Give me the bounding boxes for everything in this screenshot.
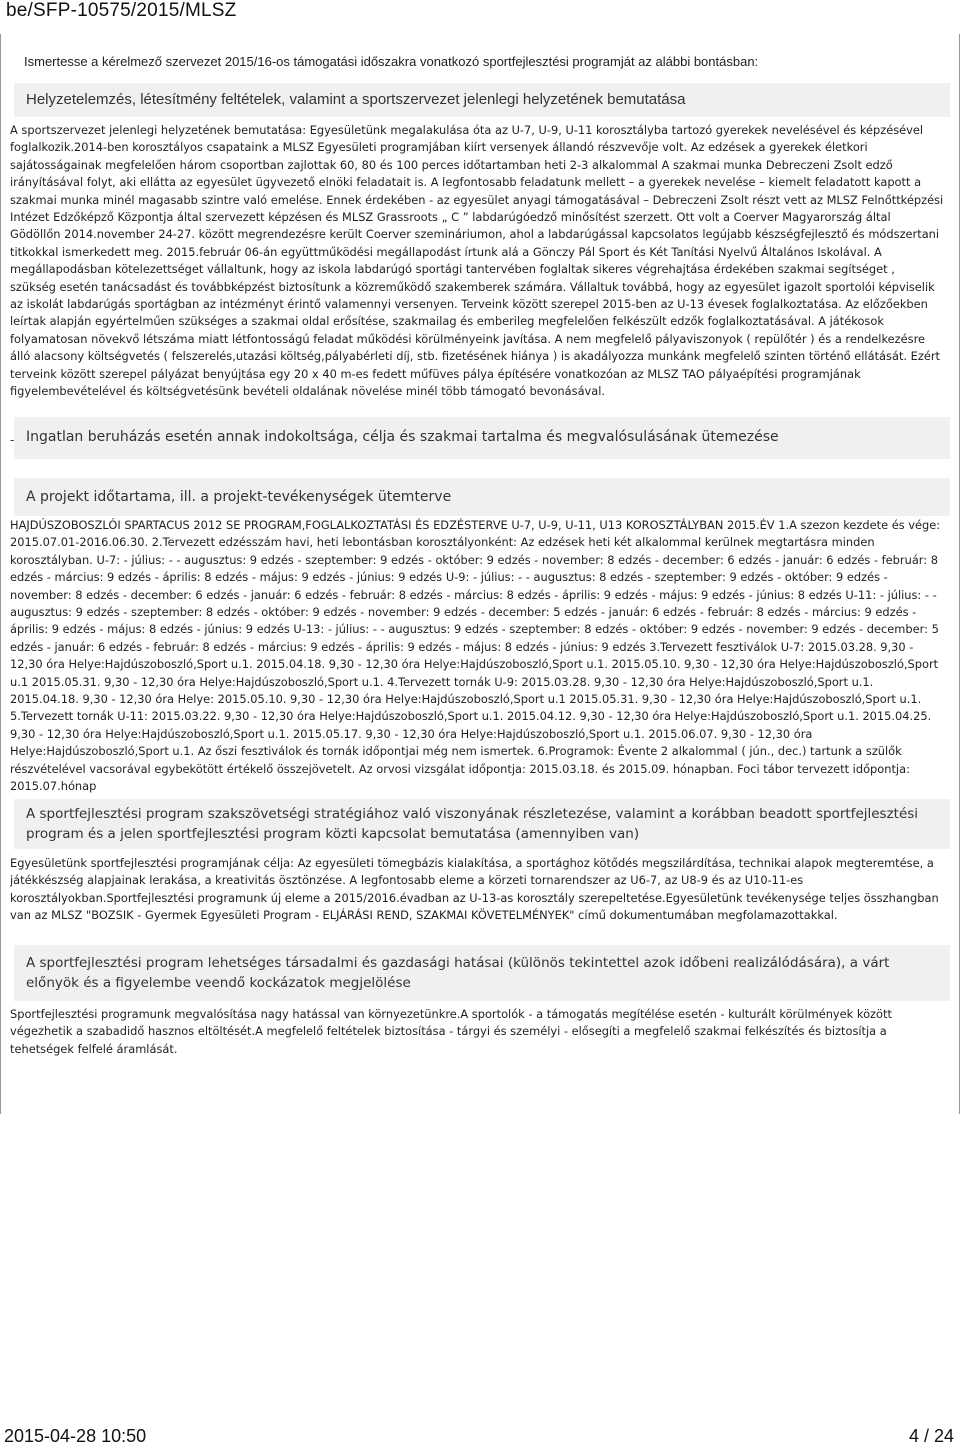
strategy-text: Egyesületünk sportfejlesztési programjának célja: Az egyesületi tömegbázis kialakítása, a sportághoz kötődés megszilárdítása, technikai alapok megteremtése, a játékkészség alapjainak lerakása, a kreativitás ösztönzése. A legfontosabb eleme a körzeti tornarendszer az U6-7, az U8-9 és az U10-11-es korosztályokban.Sportfejlesztési programunk új eleme a 2015/2016.évadban az U-13-as korosztály szerepeltetése.Egyesületünk tevékenysége teljes összhangban van az MLSZ "BOZSIK - Gyermek Egyesületi Program - ELJÁRÁSI REND, SZAKMAI KÖVETELMÉNYEK" című dokumentumában megfolamazottakkal. bbox=[10, 856, 939, 923]
situation-text: A sportszervezet jelenlegi helyzetének bemutatása: Egyesületünk megalakulása óta az U-7, U-9, U-11 korosztályba tartozó gyerekek nevelésével és képzésével foglalkozik.2014-ben korosztályos csapataink a MLSZ Egyesületi programjában kiírt versenyek állandó részvevője volt. Az edzések a gyerekek életkori sajátosságainak megfelelően három csoportban zajlottak 60, 80 és 100 perces időtartamban heti 2-3 alkalommal A szakmai munka Debreczeni Zsolt edző irányításával folyt, aki ellátta az egyesület ügyvezető elnöki feladatait is. A legfontosabb feladatunk mellett – a gyerekek nevelése – kiemelt feladatott kapott a szakmai munka minél magasabb szintre való emelése. Ennek érdekében - az egyesület anyagi támogatásával – Debreczeni Zsolt részt vett az MLSZ Felnőttképzési Intézet Edzőképző Központja által szervezett képzésen és MLSZ Grassroots „ C ” labdarúgóedző minősítést szerzett. Ott volt a Coerver Magyarország által Gödöllőn 2014.november 24-27. között megrendezésre került Coerver szemináriumon, ahol a labdarúgással kapcsolatos legújabb készségfejlesztő és módszertani titkokkal ismerkedett meg. 2015.február 06-án együttműködési megállapodást írtunk alá a Gönczy Pál Sport és Két Tanítási Nyelvű Általános Iskolával. A megállapodásban kötelezettséget vállaltunk, hogy az iskola labdarúgó sportági tantervében foglaltak sikeres végrehajtása érdekében szakmai segítséget , szükség esetén tanácsadást és továbbképzést biztosítunk a közreműködő szakemberek számára. Vállaltuk továbbá, hogy az egyesület igazolt sportolói képviselik az iskolát labdarúgás sportágban az intézményt érintő valamennyi versenyen. Terveink között szerepel 2015-ben az U-13 évesek foglalkoztatása. Az előzőekben leírtak alapján egyértelműen szükséges a szakmai oldal erősítése, szakmailag és emberileg megfelelően felkészült edzők foglalkoztatásával. A játékosok folyamatosan növekvő létszáma miatt létfontosságú feladat működési körülményeink javítása. A nem megfelelő pályaviszonyok ( repülőtér ) és a rendelkezésre álló alacsony költségvetés ( felszerelés,utazási költség,pályabérleti díj, stb. fizetésének hiánya ) is akadályozza munkánk megfelelő szinten történő ellátását. Ezért terveink között szerepel pályázat benyújtása egy 20 x 40 m-es fedett műfüves pálya építésére vonatkozóan az MLSZ TAO pályaépítési programjának figyelembevételével és költségvetésünk bevételi oldalának növelése minél több támogató bevonásával. bbox=[10, 123, 944, 399]
page-number: 4 / 24 bbox=[908, 1426, 954, 1446]
intro-text: Ismertesse a kérelmező szervezet 2015/16-os támogatási időszakra vonatkozó sportfejlesztési programját az alábbi bontásban: bbox=[24, 54, 759, 69]
impact-text: Sportfejlesztési programunk megvalósítása nagy hatással van környezetünkre.A sportolók - a támogatás megítélése esetén - kulturált körülmények között végezhetik a szabadidő hasznos eltöltését.A megfelelő feltételek biztosítása - tárgyi és személyi - elősegíti a megfelelő szakmai felkészítés és biztosítja a tehetségek felfelé áramlását. bbox=[10, 1007, 892, 1056]
strategy-section-title: A sportfejlesztési program szakszövetségi stratégiához való viszonyának részletezése, valamint a korábban beadott sportfejlesztési program és a jelen sportfejlesztési program közti kapcsolat bemutatása (amennyiben van) bbox=[14, 799, 950, 849]
situation-section-title: Helyzetelemzés, létesítmény feltételek, valamint a sportszervezet jelenlegi helyzetének bemutatása bbox=[14, 83, 950, 117]
document-id: be/SFP-10575/2015/MLSZ bbox=[6, 0, 237, 21]
dash-marker: - bbox=[10, 433, 15, 447]
print-timestamp: 2015-04-28 10:50 bbox=[4, 1426, 147, 1446]
impact-section-title: A sportfejlesztési program lehetséges társadalmi és gazdasági hatásai (különös tekintettel azok időbeni realizálódására), a várt előnyök és a figyelembe veendő kockázatok megjelölése bbox=[14, 945, 950, 1001]
schedule-section-title: A projekt időtartama, ill. a projekt-tevékenységek ütemterve bbox=[14, 478, 950, 516]
investment-section-title: Ingatlan beruházás esetén annak indokoltsága, célja és szakmai tartalma és megvalósulásának ütemezése bbox=[14, 417, 950, 459]
schedule-text: HAJDÚSZOBOSZLÓI SPARTACUS 2012 SE PROGRAM,FOGLALKOZTATÁSI ÉS EDZÉSTERVE U-7, U-9, U-11, U13 KOROSZTÁLYBAN 2015.ÉV 1.A szezon kezdete és vége: 2015.07.01-2016.06.30. 2.Tervezett edzésszám havi, heti lebontásban korosztályonként: Az edzések heti két alkalommal kerülnek megtartásra minden korosztályban. U-7: - július: - - augusztus: 9 edzés - szeptember: 9 edzés - október: 9 edzés - november: 8 edzés - december: 6 edzés - január: 6 edzés - február: 8 edzés - március: 9 edzés - április: 8 edzés - május: 9 edzés - június: 9 edzés U-9: - július: - - augusztus: 8 edzés - szeptember: 9 edzés - október: 9 edzés - november: 8 edzés - december: 6 edzés - január: 6 edzés - február: 8 edzés - március: 8 edzés - április: 9 edzés - május: 9 edzés - június: 8 edzés U-11: - július: - - augusztus: 9 edzés - szeptember: 8 edzés - október: 9 edzés - november: 9 edzés - december: 5 edzés - január: 6 edzés - február: 8 edzés - március: 9 edzés - április: 9 edzés - május: 8 edzés - június: 9 edzés U-13: - július: - - augusztus: 9 edzés - szeptember: 8 edzés - október: 9 edzés - november: 9 edzés - december: 5 edzés - január: 6 edzés - február: 8 edzés - március: 9 edzés - április: 9 edzés - május: 8 edzés - június: 9 edzés 3.Tervezett fesztiválok U-7: 2015.03.28. 9,30 - 12,30 óra Helye:Hajdúszoboszló,Sport u.1. 2015.04.18. 9,30 - 12,30 óra Helye:Hajdúszoboszló,Sport u.1. 2015.05.10. 9,30 - 12,30 óra Helye:Hajdúszoboszló,Sport u.1 2015.05.31. 9,30 - 12,30 óra Helye:Hajdúszoboszló,Sport u.1. 4.Tervezett tornák U-9: 2015.03.28. 9,30 - 12,30 óra Helye:Hajdúszoboszló,Sport u.1. 2015.04.18. 9,30 - 12,30 óra Helye: 2015.05.10. 9,30 - 12,30 óra Helye:Hajdúszoboszló,Sport u.1 2015.05.31. 9,30 - 12,30 óra Helye:Hajdúszoboszló,Sport u.1. 5.Tervezett tornák U-11: 2015.03.22. 9,30 - 12,30 óra Helye:Hajdúszoboszló,Sport u.1. 2015.04.12. 9,30 - 12,30 óra Helye:Hajdúszoboszló,Sport u.1. 2015.04.25. 9,30 - 12,30 óra Helye:Hajdúszoboszló,Sport u.1. 2015.05.17. 9,30 - 12,30 óra Helye:Hajdúszoboszló,Sport u.1. 2015.06.07. 9,30 - 12,30 óra Helye:Hajdúszoboszló,Sport u.1. Az őszi fesztiválok és tornák időpontjai még nem ismertek. 6.Programok: Évente 2 alkalommal ( jún., dec.) tartunk a szülők részvételével vacsorával egybekötött értékelő összejövetelt. Az orvosi vizsgálat időpontja: 2015.03.18. és 2015.09. hónapban. Foci tábor tervezett időpontja: 2015.07.hónap bbox=[10, 518, 941, 794]
